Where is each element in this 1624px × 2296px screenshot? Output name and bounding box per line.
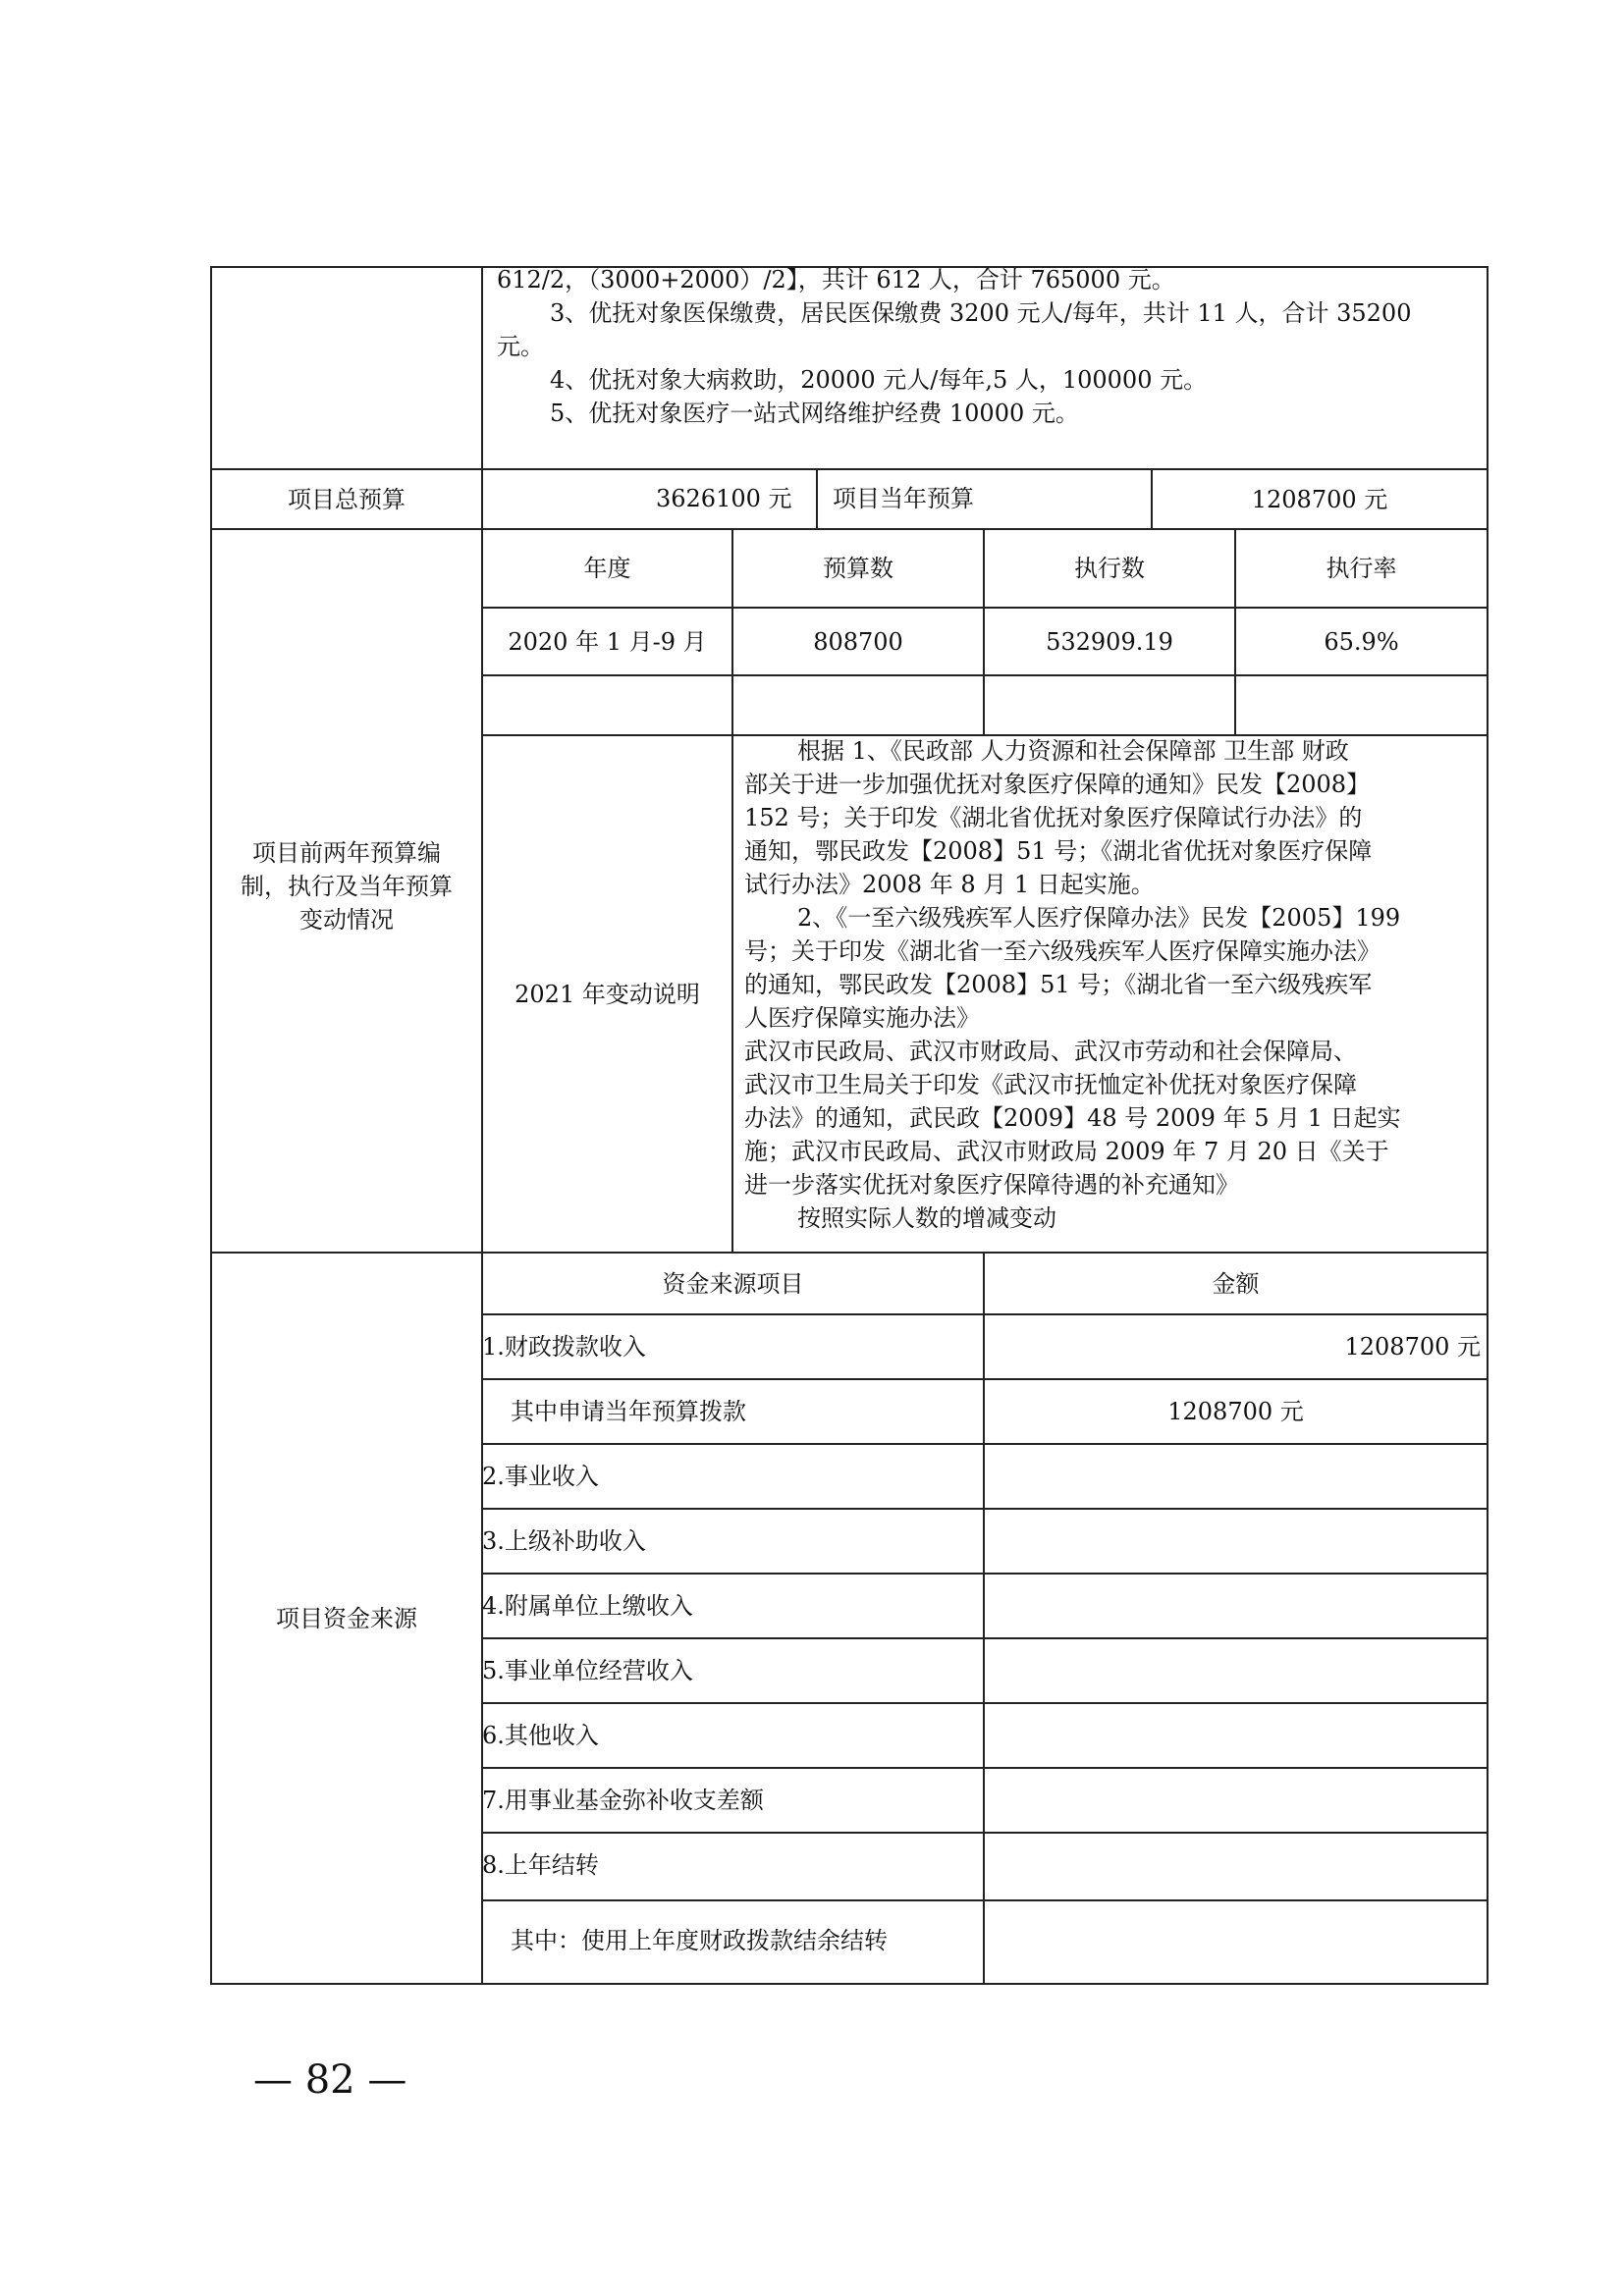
funding-row-amount: 1208700 元: [1344, 1333, 1481, 1361]
border-funding-h5: [481, 1637, 1489, 1639]
funding-row-name: 5.事业单位经营收入: [482, 1657, 693, 1684]
history-row-budget: 808700: [813, 627, 903, 656]
total-budget-label: 项目总预算: [288, 485, 406, 513]
funding-row-name: 6.其他收入: [482, 1722, 599, 1749]
total-budget-value: 3626100 元: [656, 485, 792, 512]
top-line: 3、优抚对象医保缴费，居民医保缴费 3200 元人/每年，共计 11 人，合计 35200: [550, 299, 1412, 327]
header-year: 年度: [583, 555, 631, 582]
history-label-line: 项目前两年预算编: [252, 839, 441, 867]
change-line: 部关于进一步加强优抚对象医疗保障的通知》民发【2008】: [744, 771, 1371, 798]
change-line: 按照实际人数的增减变动: [797, 1204, 1056, 1232]
top-line: 元。: [497, 333, 544, 360]
history-label-line: 制，执行及当年预算: [241, 873, 453, 900]
change-line: 号；关于印发《湖北省一至六级残疾军人医疗保障实施办法》: [744, 937, 1380, 965]
top-line: 4、优抚对象大病救助，20000 元人/每年,5 人，100000 元。: [550, 366, 1208, 394]
change-line: 通知，鄂民政发【2008】51 号；《湖北省优抚对象医疗保障: [744, 837, 1373, 865]
current-budget-value: 1208700 元: [1251, 485, 1388, 513]
top-line: 612/2，（3000+2000）/2】，共计 612 人，合计 765000 元。: [497, 266, 1175, 294]
border-funding-h2: [481, 1443, 1489, 1445]
funding-header-source: 资金来源项目: [662, 1269, 804, 1298]
page-number: — 82 —: [253, 2057, 407, 2103]
funding-row-name: 其中：使用上年度财政拨款结余结转: [511, 1927, 888, 1954]
change-label: 2021 年变动说明: [514, 980, 700, 1008]
change-line: 进一步落实优抚对象医疗保障待遇的补充通知》: [744, 1171, 1239, 1199]
header-executed-amount: 执行数: [1074, 555, 1145, 582]
change-line: 办法》的通知，武民政【2009】48 号 2009 年 5 月 1 日起实: [744, 1104, 1401, 1132]
funding-row-name: 8.上年结转: [482, 1851, 599, 1879]
funding-row-name: 3.上级补助收入: [482, 1527, 646, 1555]
change-line: 人医疗保障实施办法》: [744, 1004, 980, 1032]
header-execution-rate: 执行率: [1326, 555, 1397, 582]
border-budget-v1: [816, 468, 818, 530]
change-line: 武汉市卫生局关于印发《武汉市抚恤定补优抚对象医疗保障: [744, 1071, 1357, 1098]
funding-row-name: 2.事业收入: [482, 1463, 599, 1490]
border-history-h2: [481, 674, 1489, 676]
border-outer-bottom: [210, 1983, 1489, 1985]
border-outer-right: [1487, 266, 1489, 1985]
funding-header-amount: 金额: [1212, 1269, 1260, 1298]
border-funding-h4: [481, 1573, 1489, 1575]
change-line: 的通知，鄂民政发【2008】51 号；《湖北省一至六级残疾军: [744, 971, 1373, 998]
history-label: [212, 836, 481, 936]
funding-row-name: 4.附属单位上缴收入: [482, 1592, 693, 1620]
border-funding-h9: [481, 1899, 1489, 1901]
history-label-line: 变动情况: [299, 906, 394, 934]
header-budget-amount: 预算数: [823, 555, 893, 582]
funding-row-name: 其中申请当年预算拨款: [511, 1398, 746, 1425]
top-line: 5、优抚对象医疗一站式网络维护经费 10000 元。: [550, 400, 1079, 427]
current-budget-label: 项目当年预算: [833, 485, 974, 512]
change-line: 试行办法》2008 年 8 月 1 日起实施。: [744, 871, 1155, 898]
funding-row-name: 7.用事业基金弥补收支差额: [482, 1787, 764, 1814]
history-row-period: 2020 年 1 月-9 月: [508, 627, 707, 656]
border-funding-v1: [983, 1252, 985, 1985]
history-row-executed: 532909.19: [1046, 627, 1173, 656]
change-line: 152 号；关于印发《湖北省优抚对象医疗保障试行办法》的: [744, 804, 1363, 831]
border-funding-h8: [481, 1832, 1489, 1834]
border-funding-h3: [481, 1508, 1489, 1510]
history-row-rate: 65.9%: [1324, 627, 1399, 656]
border-funding-h6: [481, 1702, 1489, 1704]
change-line: 2、《一至六级残疾军人医疗保障办法》民发【2005】199: [797, 904, 1401, 932]
funding-label: 项目资金来源: [276, 1604, 417, 1632]
funding-row-name: 1.财政拨款收入: [482, 1333, 646, 1361]
change-line: 施；武汉市民政局、武汉市财政局 2009 年 7 月 20 日《关于: [744, 1138, 1389, 1165]
change-line: 武汉市民政局、武汉市财政局、武汉市劳动和社会保障局、: [744, 1038, 1357, 1065]
top-cell-text: [497, 263, 1411, 430]
border-funding-h7: [481, 1767, 1489, 1769]
change-description: [744, 734, 1401, 1235]
funding-row-amount: 1208700 元: [1167, 1398, 1304, 1425]
border-funding-h0: [481, 1313, 1489, 1315]
change-line: 根据 1、《民政部 人力资源和社会保障部 卫生部 财政: [797, 737, 1349, 765]
